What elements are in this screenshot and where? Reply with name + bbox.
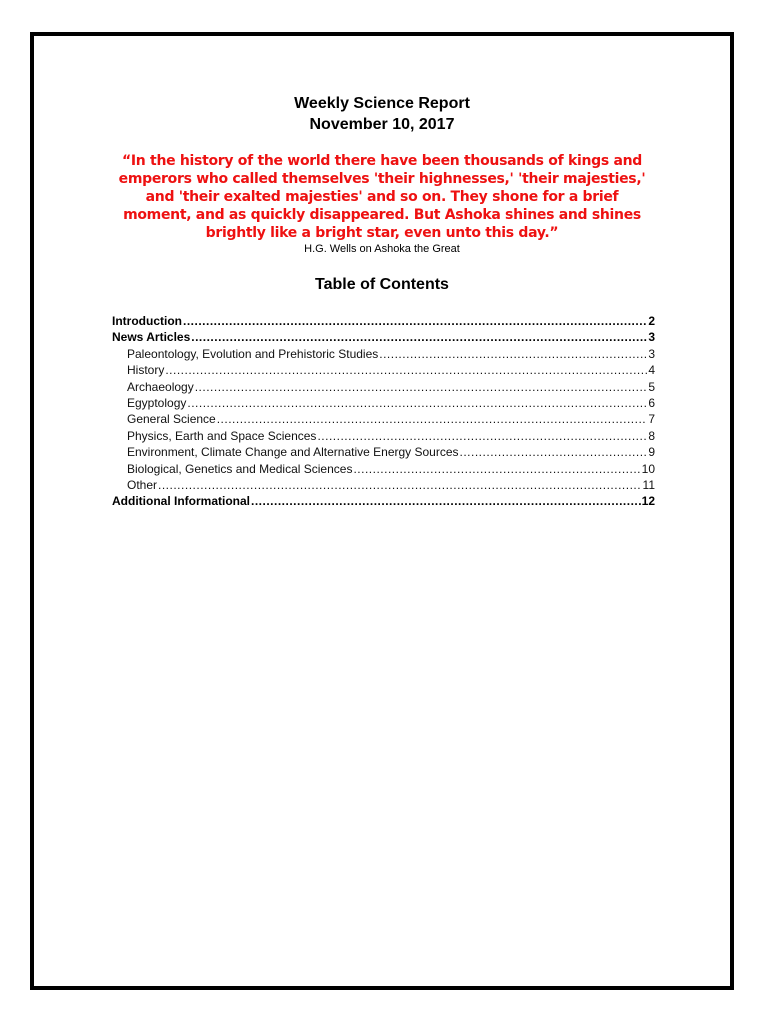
toc-entry-page: 3 [648,330,655,345]
toc-entry-page: 9 [648,445,655,460]
toc-leader-dots [158,477,642,493]
toc-entry-other[interactable] [112,477,655,493]
toc-entry-page: 10 [641,461,655,476]
toc-leader-dots [317,428,647,444]
toc-entry-label: Archaeology [127,379,194,394]
toc-entry-news-articles[interactable] [112,329,655,345]
toc-entry-page: 7 [648,412,655,427]
toc-entry-label: Physics, Earth and Space Sciences [127,428,317,443]
toc-entry-history[interactable] [112,362,655,378]
toc-entry-page: 2 [648,314,655,328]
toc-entry-label: History [127,363,165,378]
toc-entry-label: Additional Informational [112,494,250,509]
toc-entry-label: Biological, Genetics and Medical Sciences [127,461,353,476]
toc-entry-general-science[interactable] [112,411,655,427]
toc-leader-dots [183,313,647,329]
toc-leader-dots [379,346,647,362]
toc-entry-label: Environment, Climate Change and Alternative Energy Sources [127,445,459,460]
toc-leader-dots [187,395,647,411]
toc-entry-additional-informational[interactable] [112,493,655,509]
toc-entry-page: 8 [648,428,655,443]
toc-entry-label: Paleontology, Evolution and Prehistoric Studies [127,346,379,361]
toc-entry-page: 3 [648,346,655,361]
toc-entry-label: Other [127,477,158,492]
toc-entry-page: 5 [648,379,655,394]
toc-entry-page: 11 [642,477,655,492]
toc-entry-physics[interactable] [112,428,655,444]
toc-entry-environment[interactable] [112,444,655,460]
toc-entry-page: 4 [648,363,655,378]
toc-entry-biological[interactable] [112,461,655,477]
toc-leader-dots [191,329,647,345]
toc-leader-dots [251,493,641,509]
report-title: Weekly Science Report [294,95,470,112]
toc-entry-label: Introduction [112,314,182,328]
toc-leader-dots [460,444,648,460]
report-date: November 10, 2017 [309,116,455,133]
toc-leader-dots [195,379,648,395]
toc-entry-archaeology[interactable] [112,379,655,395]
report-title-block [30,93,734,135]
toc-entry-label: News Articles [112,330,191,345]
table-of-contents [112,313,655,510]
toc-entry-page: 6 [648,395,655,410]
toc-entry-label: Egyptology [127,395,187,410]
toc-entry-paleontology[interactable] [112,346,655,362]
quote-attribution: H.G. Wells on Ashoka the Great [304,243,460,255]
quote: “In the history of the world there have been thousands of kings and emperors who called themselves 'their highnesses,' 'their majesties,' and 'their exalted majesties' and so on. They shone for a brief moment, and as quickly disappeared. But Ashoka shines and shines brightly like a bright star, even unto this day.” [118,153,646,241]
toc-entry-egyptology[interactable] [112,395,655,411]
toc-leader-dots [165,362,647,378]
toc-leader-dots [217,411,648,427]
toc-entry-page: 12 [641,494,655,509]
toc-entry-label: General Science [127,412,216,427]
toc-leader-dots [353,461,640,477]
toc-heading: Table of Contents [315,276,449,293]
toc-entry-introduction[interactable] [112,313,655,329]
